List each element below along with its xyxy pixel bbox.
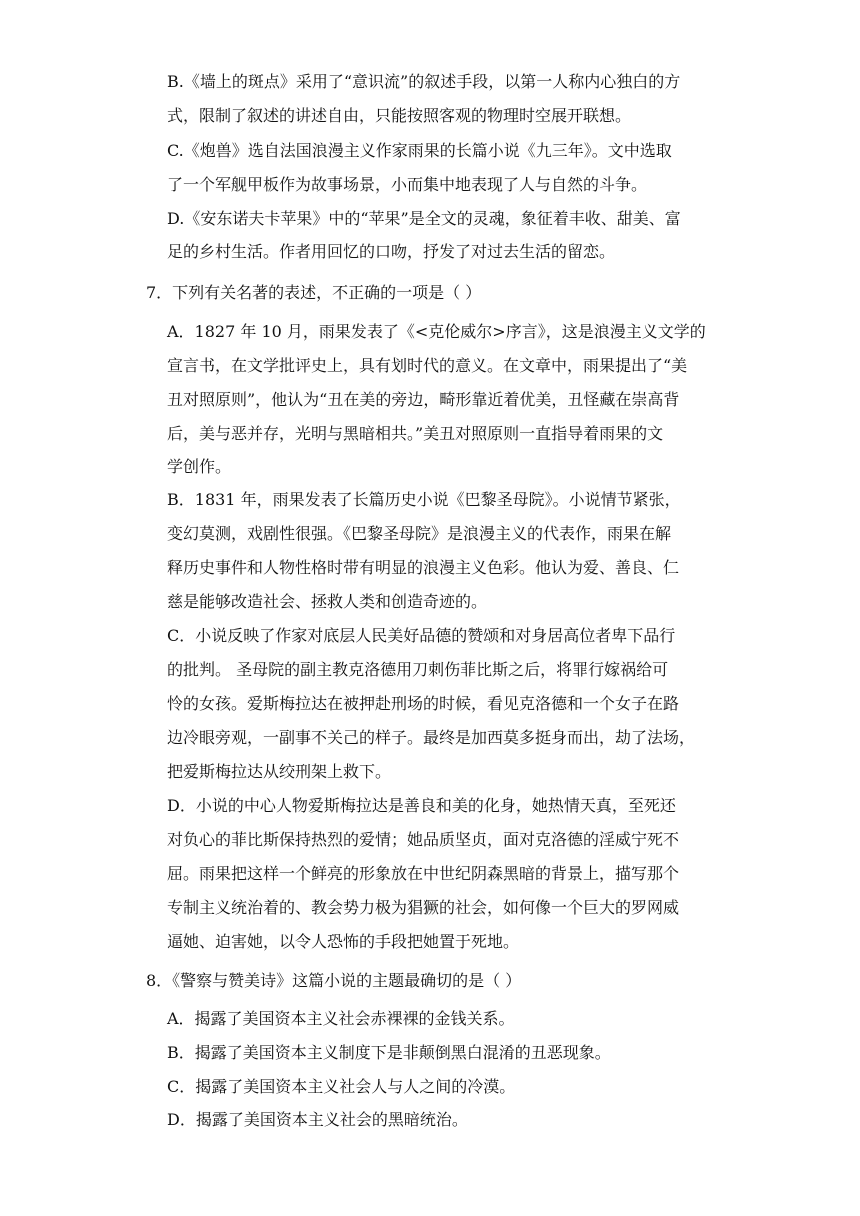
question-7-stem: 7．下列有关名著的表述，不正确的一项是（ ） <box>146 283 482 302</box>
q7-option-b-line-1: B．1831 年，雨果发表了长篇历史小说《巴黎圣母院》。小说情节紧张， <box>167 490 681 509</box>
q7-option-c-line-2: 的批判。 圣母院的副主教克洛德用刀刺伤菲比斯之后，将罪行嫁祸给可 <box>167 660 669 679</box>
q6-option-b-line-1: B.《墙上的斑点》采用了“意识流”的叙述手段，以第一人称内心独白的方 <box>167 72 681 91</box>
q7-option-c-line-3: 怜的女孩。爱斯梅拉达在被押赴刑场的时候，看见克洛德和一个女子在路 <box>167 694 680 713</box>
q8-option-c: C．揭露了美国资本主义社会人与人之间的冷漠。 <box>167 1077 516 1096</box>
q8-option-a: A．揭露了美国资本主义社会赤裸裸的金钱关系。 <box>167 1009 515 1028</box>
q7-option-b-line-2: 变幻莫测，戏剧性很强。《巴黎圣母院》是浪漫主义的代表作，雨果在解 <box>167 524 672 543</box>
q8-option-d: D．揭露了美国资本主义社会的黑暗统治。 <box>167 1110 468 1129</box>
q7-option-d-line-5: 逼她、迫害她，以令人恐怖的手段把她置于死地。 <box>167 932 520 951</box>
question-8-stem: 8．《警察与赞美诗》这篇小说的主题最确切的是（ ） <box>146 971 522 990</box>
q6-option-d-line-2: 足的乡村生活。作者用回忆的口吻，抒发了对过去生活的留恋。 <box>167 242 616 261</box>
q7-option-c-line-5: 把爱斯梅拉达从绞刑架上救下。 <box>167 762 392 781</box>
q6-option-d-line-1: D.《安东诺夫卡苹果》中的“苹果”是全文的灵魂，象征着丰收、甜美、富 <box>167 209 681 228</box>
q8-option-b: B．揭露了美国资本主义制度下是非颠倒黑白混淆的丑恶现象。 <box>167 1043 611 1062</box>
q7-option-a-line-5: 学创作。 <box>167 457 232 476</box>
q7-option-d-line-1: D．小说的中心人物爱斯梅拉达是善良和美的化身，她热情天真，至死还 <box>167 796 676 815</box>
q7-option-b-line-4: 慈是能够改造社会、拯救人类和创造奇迹的。 <box>167 592 488 611</box>
q7-option-c-line-4: 边冷眼旁观，一副事不关己的样子。最终是加西莫多挺身而出，劫了法场， <box>167 728 696 747</box>
q7-option-c-line-1: C．小说反映了作家对底层人民美好品德的赞颂和对身居高位者卑下品行 <box>167 626 676 645</box>
q7-option-d-line-4: 专制主义统治着的、教会势力极为猖獗的社会，如何像一个巨大的罗网威 <box>167 898 680 917</box>
q7-option-a-line-4: 后，美与恶并存，光明与黑暗相共。”美丑对照原则一直指导着雨果的文 <box>167 424 664 443</box>
q6-option-b-line-2: 式，限制了叙述的讲述自由，只能按照客观的物理时空展开联想。 <box>167 106 632 125</box>
q7-option-d-line-2: 对负心的菲比斯保持热烈的爱情；她品质坚贞，面对克洛德的淫威宁死不 <box>167 830 680 849</box>
q6-option-c-line-2: 了一个军舰甲板作为故事场景，小而集中地表现了人与自然的斗争。 <box>167 175 648 194</box>
q7-option-a-line-3: 丑对照原则”，他认为“丑在美的旁边，畸形靠近着优美，丑怪藏在崇高背 <box>167 390 680 409</box>
q7-option-b-line-3: 释历史事件和人物性格时带有明显的浪漫主义色彩。他认为爱、善良、仁 <box>167 558 680 577</box>
q7-option-d-line-3: 屈。雨果把这样一个鲜亮的形象放在中世纪阴森黑暗的背景上，描写那个 <box>167 864 680 883</box>
q7-option-a-line-1: A．1827 年 10 月，雨果发表了《<克伦威尔>序言》，这是浪漫主义文学的 <box>167 322 706 341</box>
q6-option-c-line-1: C.《炮兽》选自法国浪漫主义作家雨果的长篇小说《九三年》。文中选取 <box>167 141 672 160</box>
q7-option-a-line-2: 宣言书，在文学批评史上，具有划时代的意义。在文章中，雨果提出了“美 <box>167 356 688 375</box>
